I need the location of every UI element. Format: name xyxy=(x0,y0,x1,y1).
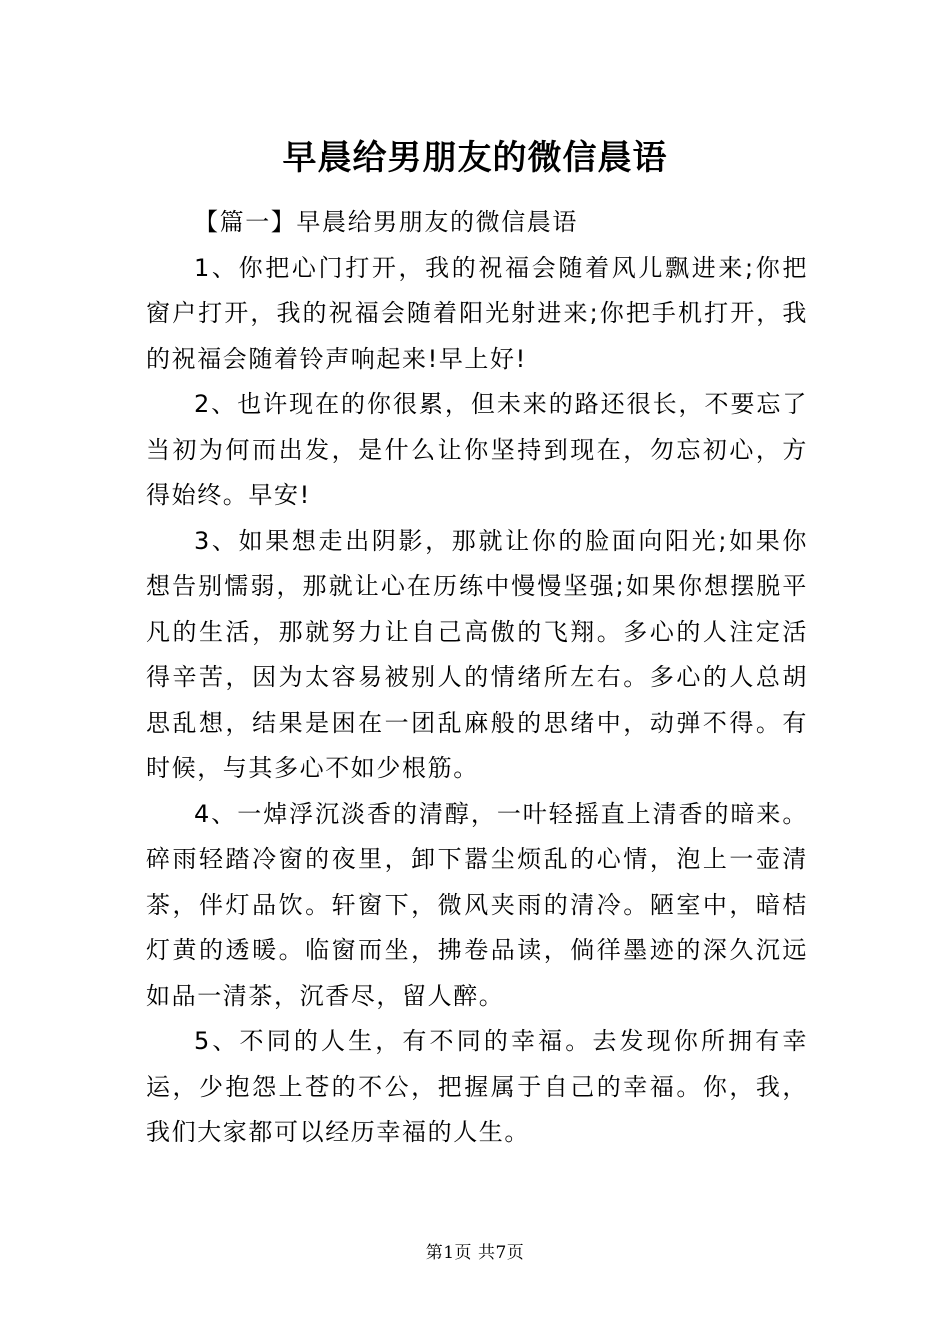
paragraph-1: 1、你把心门打开，我的祝福会随着风儿飘进来;你把窗户打开，我的祝福会随着阳光射进来;你把手机打开，我的祝福会随着铃声响起来!早上好! xyxy=(146,253,808,373)
page-number-footer: 第1页 共7页 xyxy=(425,1243,525,1263)
paragraph-5: 5、不同的人生，有不同的幸福。去发现你所拥有幸运，少抱怨上苍的不公，把握属于自己的幸福。你，我，我们大家都可以经历幸福的人生。 xyxy=(146,1027,808,1146)
document-title: 早晨给男朋友的微信晨语 xyxy=(282,138,668,178)
section-heading: 【篇一】早晨给男朋友的微信晨语 xyxy=(194,208,578,236)
document-body xyxy=(146,200,808,1156)
paragraph-4: 4、一焯浮沉淡香的清醇，一叶轻摇直上清香的暗来。碎雨轻踏冷窗的夜里，卸下嚣尘烦乱的心情，泡上一壶清茶，伴灯品饮。轩窗下，微风夹雨的清冷。陋室中，暗桔灯黄的透暖。临窗而坐，拂卷品读，倘徉墨迹的深久沉远如品一清茶，沉香尽，留人醉。 xyxy=(146,799,808,1010)
paragraph-3: 3、如果想走出阴影，那就让你的脸面向阳光;如果你想告别懦弱，那就让心在历练中慢慢坚强;如果你想摆脱平凡的生活，那就努力让自己高傲的飞翔。多心的人注定活得辛苦，因为太容易被别人的情绪所左右。多心的人总胡思乱想，结果是困在一团乱麻般的思绪中，动弹不得。有时候，与其多心不如少根筋。 xyxy=(146,526,808,782)
paragraph-2: 2、也许现在的你很累，但未来的路还很长，不要忘了当初为何而出发，是什么让你坚持到现在，勿忘初心，方得始终。早安! xyxy=(146,390,808,509)
